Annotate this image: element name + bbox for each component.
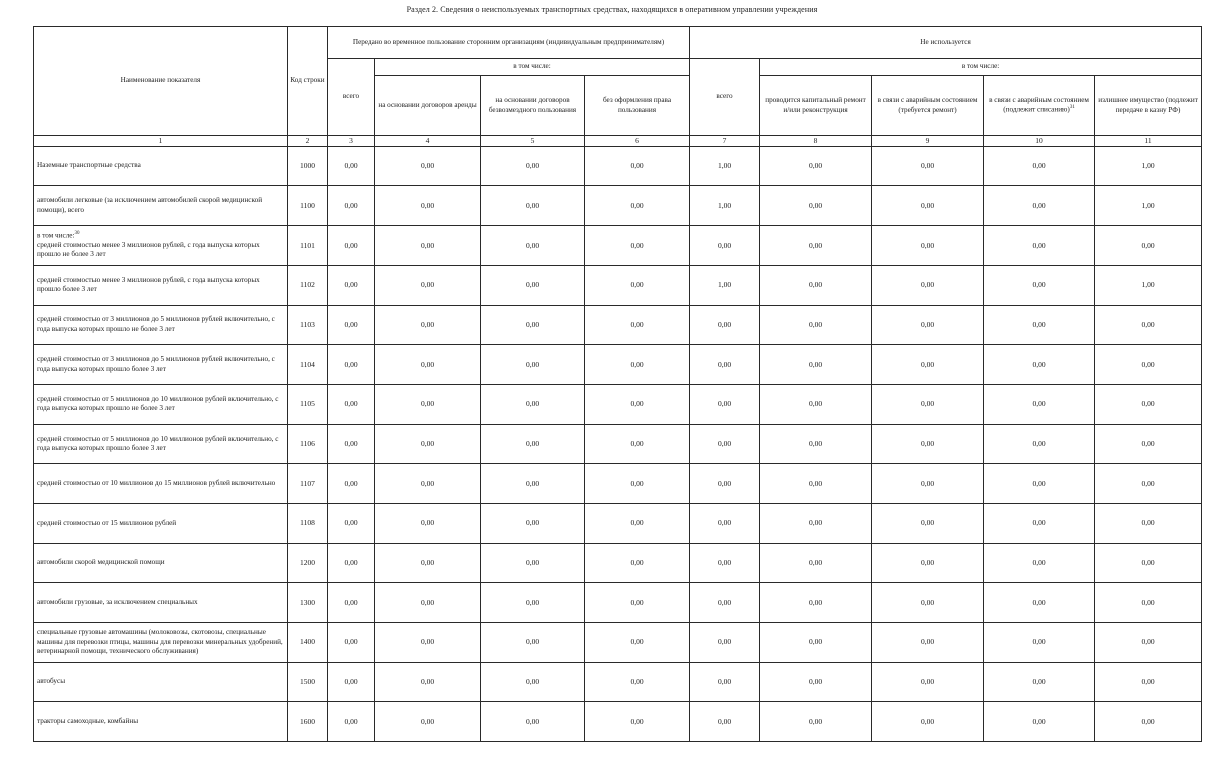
row-value: 0,00	[872, 543, 984, 583]
row-value: 0,00	[760, 464, 872, 504]
row-value: 0,00	[872, 623, 984, 663]
row-value: 0,00	[760, 424, 872, 464]
row-value: 0,00	[481, 226, 585, 266]
column-number: 3	[328, 136, 375, 147]
row-value: 0,00	[872, 702, 984, 742]
row-value: 0,00	[1095, 464, 1202, 504]
table-row	[34, 384, 1202, 424]
row-value: 0,00	[375, 583, 481, 623]
row-value: 0,00	[984, 384, 1095, 424]
row-indicator-name	[34, 702, 288, 742]
header-code: Код строки	[288, 27, 328, 136]
header-no-rights: без оформления права пользования	[585, 76, 690, 136]
row-value: 0,00	[481, 186, 585, 226]
row-value: 0,00	[984, 305, 1095, 345]
row-value: 0,00	[328, 623, 375, 663]
row-value: 0,00	[872, 186, 984, 226]
row-value: 0,00	[760, 702, 872, 742]
row-name-text: автомобили легковые (за исключением автомобилей скорой медицинской помощи), всего	[37, 196, 263, 214]
row-value: 0,00	[375, 464, 481, 504]
row-value: 0,00	[585, 305, 690, 345]
footnote-mark: 30	[74, 231, 80, 237]
row-value: 0,00	[328, 345, 375, 385]
header-emergency-writeoff	[984, 76, 1095, 136]
row-indicator-name	[34, 623, 288, 663]
row-indicator-name	[34, 662, 288, 702]
row-value: 0,00	[872, 424, 984, 464]
row-value: 1,00	[1095, 186, 1202, 226]
row-value: 0,00	[690, 305, 760, 345]
row-value: 0,00	[585, 543, 690, 583]
row-indicator-name	[34, 186, 288, 226]
row-value: 0,00	[872, 464, 984, 504]
row-indicator-name	[34, 345, 288, 385]
row-value: 0,00	[375, 146, 481, 186]
row-value: 0,00	[481, 146, 585, 186]
row-name-text: автомобили скорой медицинской помощи	[37, 558, 165, 567]
row-value: 0,00	[690, 345, 760, 385]
row-value: 0,00	[984, 226, 1095, 266]
row-value: 0,00	[760, 186, 872, 226]
row-value: 0,00	[585, 583, 690, 623]
column-number: 2	[288, 136, 328, 147]
row-value: 0,00	[760, 583, 872, 623]
header-transferred-total: всего	[328, 59, 375, 136]
row-value: 0,00	[872, 384, 984, 424]
row-value: 0,00	[481, 265, 585, 305]
row-value: 0,00	[984, 424, 1095, 464]
row-value: 0,00	[375, 543, 481, 583]
row-value: 0,00	[1095, 623, 1202, 663]
section-title: Раздел 2. Сведения о неиспользуемых транспортных средствах, находящихся в оперативном управлении учреждения	[406, 5, 818, 14]
row-value: 1,00	[690, 265, 760, 305]
row-code: 1200	[288, 543, 328, 583]
column-number: 7	[690, 136, 760, 147]
header-indicator: Наименование показателя	[34, 27, 288, 136]
row-value: 0,00	[690, 623, 760, 663]
row-value: 0,00	[585, 345, 690, 385]
row-value: 0,00	[760, 623, 872, 663]
row-value: 0,00	[984, 503, 1095, 543]
row-value: 0,00	[375, 702, 481, 742]
row-name-text: автомобили грузовые, за исключением специальных	[37, 597, 198, 606]
row-name-prefix: в том числе:	[37, 231, 75, 240]
row-value: 0,00	[760, 265, 872, 305]
row-name-text: средней стоимостью от 5 миллионов до 10 миллионов рублей включительно, с года выпуска которых прошло не более 3 лет	[37, 394, 279, 413]
row-value: 0,00	[984, 623, 1095, 663]
row-value: 0,00	[585, 226, 690, 266]
row-value: 0,00	[1095, 424, 1202, 464]
row-value: 0,00	[328, 424, 375, 464]
row-value: 0,00	[585, 146, 690, 186]
row-value: 0,00	[585, 384, 690, 424]
row-value: 0,00	[984, 662, 1095, 702]
row-code: 1400	[288, 623, 328, 663]
header-not-used-total: всего	[690, 59, 760, 136]
table-row	[34, 702, 1202, 742]
row-code: 1600	[288, 702, 328, 742]
header-emergency-repair: в связи с аварийным состоянием (требуется ремонт)	[872, 76, 984, 136]
row-value: 0,00	[690, 702, 760, 742]
row-value: 0,00	[1095, 662, 1202, 702]
column-number: 5	[481, 136, 585, 147]
row-value: 0,00	[375, 424, 481, 464]
row-indicator-name	[34, 583, 288, 623]
row-indicator-name	[34, 424, 288, 464]
row-value: 0,00	[375, 345, 481, 385]
row-value: 0,00	[984, 702, 1095, 742]
row-value: 0,00	[690, 384, 760, 424]
column-number: 6	[585, 136, 690, 147]
row-value: 0,00	[690, 662, 760, 702]
row-name-text: средней стоимостью от 3 миллионов до 5 миллионов рублей включительно, с года выпуска которых прошло не более 3 лет	[37, 315, 275, 333]
row-code: 1108	[288, 503, 328, 543]
row-value: 0,00	[328, 543, 375, 583]
row-value: 0,00	[585, 265, 690, 305]
row-code: 1107	[288, 464, 328, 504]
row-value: 0,00	[984, 583, 1095, 623]
row-value: 0,00	[872, 146, 984, 186]
row-value: 0,00	[760, 345, 872, 385]
header-not-used-including: в том числе:	[760, 59, 1202, 76]
row-value: 0,00	[375, 305, 481, 345]
row-value: 0,00	[760, 662, 872, 702]
row-value: 0,00	[690, 543, 760, 583]
row-value: 0,00	[481, 623, 585, 663]
row-value: 0,00	[585, 623, 690, 663]
row-value: 0,00	[481, 662, 585, 702]
header-not-used-group: Не используется	[690, 27, 1202, 59]
row-value: 0,00	[872, 226, 984, 266]
table-row	[34, 226, 1202, 266]
column-numbers-row	[34, 136, 1202, 147]
row-indicator-name	[34, 265, 288, 305]
table-row	[34, 345, 1202, 385]
row-value: 0,00	[1095, 226, 1202, 266]
row-value: 0,00	[585, 464, 690, 504]
row-value: 0,00	[375, 265, 481, 305]
row-code: 1104	[288, 345, 328, 385]
row-value: 0,00	[760, 305, 872, 345]
row-value: 0,00	[481, 345, 585, 385]
row-value: 0,00	[328, 384, 375, 424]
row-name-text: средней стоимостью от 10 миллионов до 15 миллионов рублей включительно	[37, 478, 276, 487]
row-value: 0,00	[375, 662, 481, 702]
row-value: 0,00	[585, 662, 690, 702]
row-value: 0,00	[481, 305, 585, 345]
row-value: 0,00	[872, 583, 984, 623]
header-surplus: излишнее имущество (подлежит передаче в казну РФ)	[1095, 76, 1202, 136]
table-row	[34, 623, 1202, 663]
row-value: 0,00	[984, 345, 1095, 385]
row-indicator-name	[34, 226, 288, 266]
table-row	[34, 464, 1202, 504]
row-value: 0,00	[690, 226, 760, 266]
row-value: 0,00	[1095, 384, 1202, 424]
column-number: 11	[1095, 136, 1202, 147]
row-value: 0,00	[1095, 543, 1202, 583]
row-value: 0,00	[328, 464, 375, 504]
header-transferred-including: в том числе:	[375, 59, 690, 76]
column-number: 9	[872, 136, 984, 147]
row-value: 0,00	[1095, 702, 1202, 742]
footnote-mark: 31	[1069, 105, 1075, 111]
row-value: 0,00	[984, 265, 1095, 305]
row-value: 0,00	[375, 384, 481, 424]
row-value: 0,00	[872, 662, 984, 702]
row-value: 0,00	[375, 226, 481, 266]
row-code: 1105	[288, 384, 328, 424]
row-name-text: тракторы самоходные, комбайны	[37, 717, 139, 726]
row-value: 0,00	[481, 424, 585, 464]
table-row	[34, 543, 1202, 583]
row-name-text: средней стоимостью от 3 миллионов до 5 миллионов рублей включительно, с года выпуска которых прошло более 3 лет	[37, 355, 275, 373]
row-value: 0,00	[328, 702, 375, 742]
header-transferred-group: Передано во временное пользование сторонним организациям (индивидуальным предпринимателям)	[328, 27, 690, 59]
row-name-text: средней стоимостью менее 3 миллионов рублей, с года выпуска которых прошло не более 3 лет	[37, 240, 260, 259]
row-value: 0,00	[690, 424, 760, 464]
row-value: 0,00	[481, 702, 585, 742]
table-row	[34, 265, 1202, 305]
row-code: 1106	[288, 424, 328, 464]
row-value: 0,00	[872, 503, 984, 543]
table-row	[34, 424, 1202, 464]
row-value: 0,00	[872, 265, 984, 305]
row-value: 0,00	[328, 226, 375, 266]
table-row	[34, 186, 1202, 226]
table-body	[34, 136, 1202, 742]
row-name-text: автобусы	[37, 677, 66, 686]
table-row	[34, 503, 1202, 543]
header-emergency-writeoff-label: в связи с аварийным состоянием (подлежит списанию)	[989, 95, 1089, 114]
row-value: 0,00	[984, 464, 1095, 504]
row-code: 1300	[288, 583, 328, 623]
row-name-text: средней стоимостью от 15 миллионов рублей	[37, 518, 177, 527]
row-value: 0,00	[760, 384, 872, 424]
row-indicator-name	[34, 543, 288, 583]
column-number: 4	[375, 136, 481, 147]
row-value: 0,00	[585, 702, 690, 742]
row-value: 0,00	[872, 305, 984, 345]
row-code: 1100	[288, 186, 328, 226]
row-code: 1101	[288, 226, 328, 266]
row-value: 0,00	[1095, 345, 1202, 385]
row-value: 0,00	[375, 503, 481, 543]
row-value: 0,00	[984, 146, 1095, 186]
row-value: 0,00	[1095, 503, 1202, 543]
row-indicator-name	[34, 464, 288, 504]
row-value: 1,00	[690, 146, 760, 186]
row-value: 0,00	[481, 384, 585, 424]
row-value: 0,00	[328, 583, 375, 623]
row-value: 1,00	[1095, 146, 1202, 186]
row-name-text: специальные грузовые автомашины (молоковозы, скотовозы, специальные машины для перевозки птицы, машины для перевозки минеральных удобрений, ветеринарной помощи, технического обслуживания)	[37, 628, 283, 656]
header-lease: на основании договоров аренды	[375, 76, 481, 136]
row-value: 0,00	[690, 583, 760, 623]
row-value: 0,00	[481, 503, 585, 543]
row-value: 0,00	[328, 186, 375, 226]
row-value: 1,00	[1095, 265, 1202, 305]
row-value: 0,00	[1095, 305, 1202, 345]
column-number: 10	[984, 136, 1095, 147]
row-value: 0,00	[585, 503, 690, 543]
row-value: 0,00	[984, 543, 1095, 583]
row-value: 0,00	[481, 464, 585, 504]
column-number: 8	[760, 136, 872, 147]
row-value: 0,00	[760, 146, 872, 186]
table-row	[34, 662, 1202, 702]
row-value: 0,00	[585, 186, 690, 226]
row-code: 1103	[288, 305, 328, 345]
row-name-text: средней стоимостью от 5 миллионов до 10 миллионов рублей включительно, с года выпуска которых прошло более 3 лет	[37, 434, 279, 452]
row-value: 0,00	[760, 543, 872, 583]
row-value: 0,00	[690, 503, 760, 543]
row-value: 0,00	[328, 265, 375, 305]
row-value: 0,00	[1095, 583, 1202, 623]
column-number: 1	[34, 136, 288, 147]
row-indicator-name	[34, 146, 288, 186]
row-value: 0,00	[328, 146, 375, 186]
row-indicator-name	[34, 305, 288, 345]
row-value: 0,00	[984, 186, 1095, 226]
table-row	[34, 305, 1202, 345]
row-indicator-name	[34, 503, 288, 543]
row-value: 0,00	[690, 464, 760, 504]
row-value: 0,00	[481, 583, 585, 623]
row-code: 1000	[288, 146, 328, 186]
header-free-use: на основании договоров безвозмездного пользования	[481, 76, 585, 136]
row-value: 0,00	[375, 623, 481, 663]
report-table	[33, 26, 1202, 742]
row-value: 1,00	[690, 186, 760, 226]
header-repair: проводится капитальный ремонт и/или реконструкция	[760, 76, 872, 136]
row-value: 0,00	[328, 662, 375, 702]
table-row	[34, 146, 1202, 186]
row-value: 0,00	[585, 424, 690, 464]
row-indicator-name	[34, 384, 288, 424]
row-value: 0,00	[375, 186, 481, 226]
row-value: 0,00	[760, 226, 872, 266]
row-code: 1102	[288, 265, 328, 305]
row-value: 0,00	[481, 543, 585, 583]
row-value: 0,00	[760, 503, 872, 543]
row-code: 1500	[288, 662, 328, 702]
row-value: 0,00	[872, 345, 984, 385]
row-name-text: средней стоимостью менее 3 миллионов рублей, с года выпуска которых прошло более 3 лет	[37, 275, 260, 294]
row-value: 0,00	[328, 305, 375, 345]
row-value: 0,00	[328, 503, 375, 543]
table-row	[34, 583, 1202, 623]
row-name-text: Наземные транспортные средства	[37, 161, 141, 170]
